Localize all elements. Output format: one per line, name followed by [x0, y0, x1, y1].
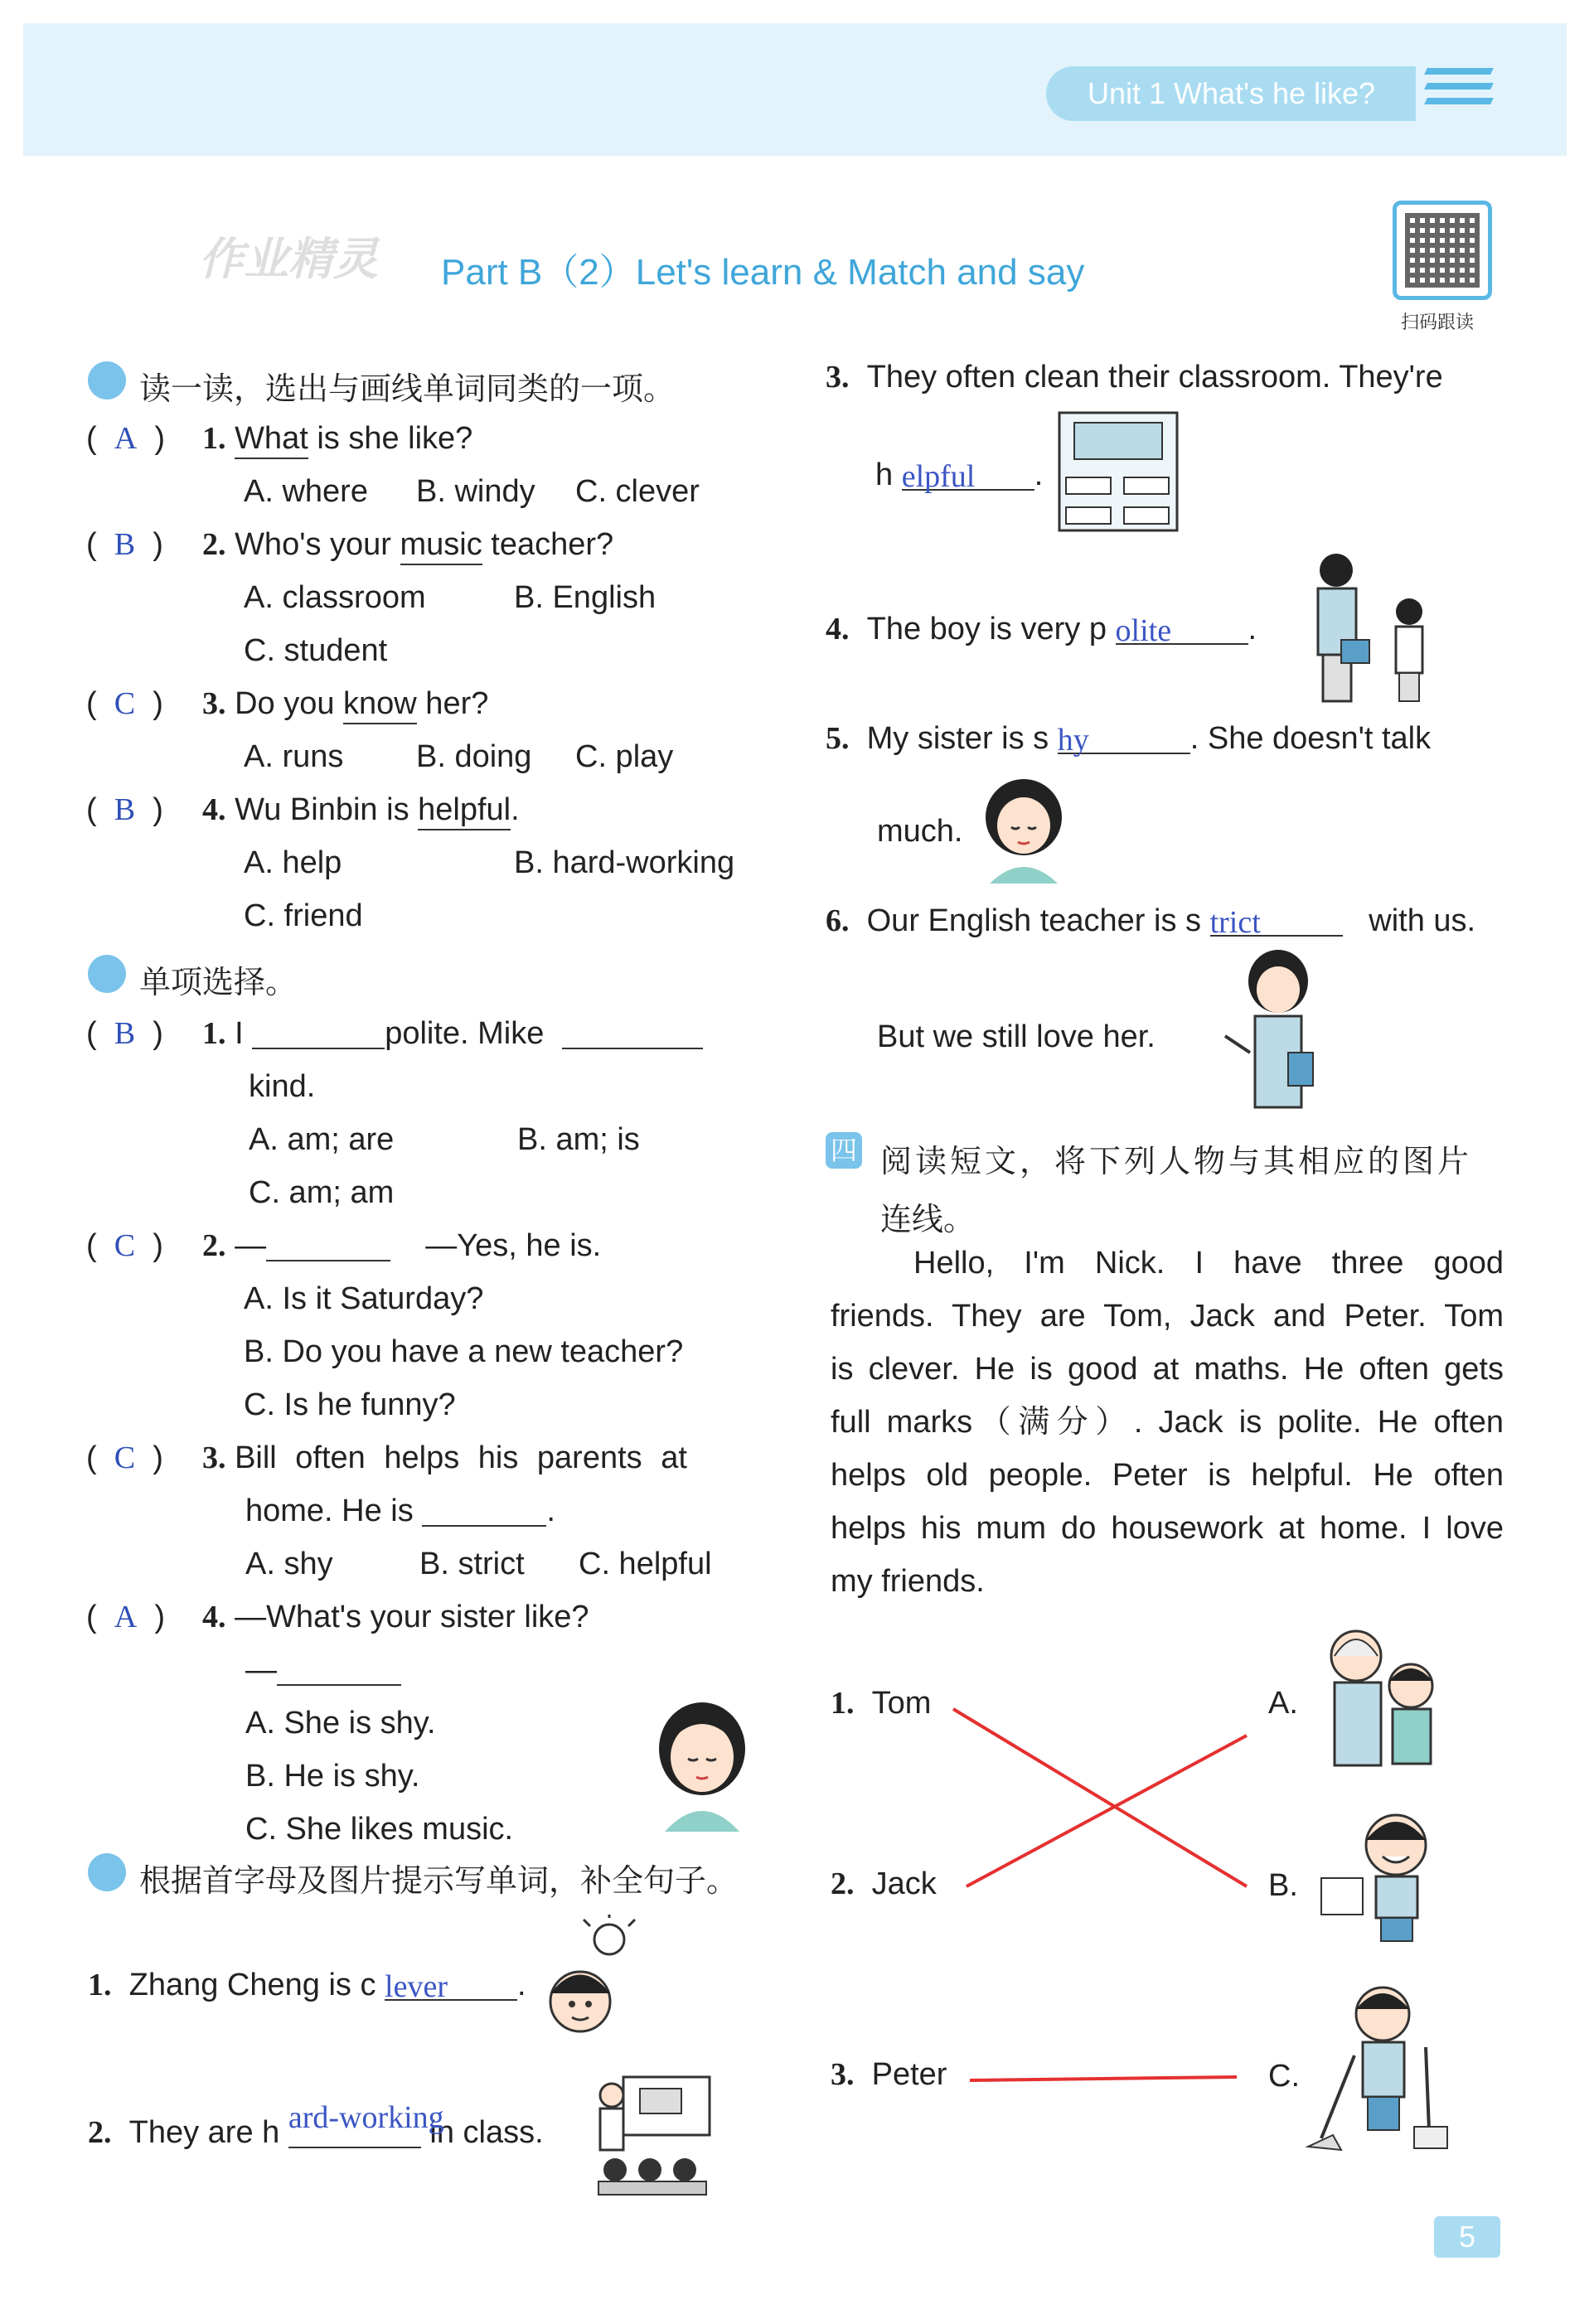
section4-title-2: 连线。 — [880, 1203, 976, 1237]
passage-line: friends. They are Tom, Jack and Peter. Tom — [831, 1299, 1504, 1334]
handwritten-answer: trict — [1209, 905, 1261, 940]
handwritten-answer: ard-working — [288, 2100, 444, 2135]
question-2-4-line2: — — [245, 1654, 401, 1686]
option: B. windy — [416, 474, 535, 509]
fill-6: 6. Our English teacher is s trict with us. — [826, 903, 1476, 940]
answer: C — [114, 1440, 136, 1475]
match-picture-label-a: A. — [1268, 1686, 1298, 1721]
answer-paren: ( A ) — [86, 421, 166, 456]
question-2-3-line2: home. He is . — [245, 1494, 555, 1528]
question-1-4: 4. Wu Binbin is helpful. — [202, 794, 520, 826]
handwritten-answer: elpful — [901, 459, 976, 494]
question-2-4: 4. —What's your sister like? — [202, 1600, 589, 1634]
section4-badge: 四 — [826, 1132, 862, 1169]
answer-paren: ( C ) — [86, 1228, 163, 1263]
option: B. hard-working — [514, 845, 735, 880]
section1-badge-icon — [88, 361, 126, 399]
option: C. play — [575, 739, 674, 774]
option: B. am; is — [517, 1122, 640, 1157]
match-person-tom: 1. Tom — [831, 1686, 932, 1721]
option: B. English — [514, 580, 656, 615]
option: C. am; am — [249, 1175, 395, 1210]
answer-paren: ( A ) — [86, 1600, 166, 1634]
qr-code-icon[interactable] — [1393, 201, 1492, 300]
answer-paren: ( B ) — [86, 792, 163, 827]
passage-line: my friends. — [831, 1564, 985, 1599]
match-person-jack: 2. Jack — [831, 1866, 937, 1901]
answer-paren: ( C ) — [86, 1440, 163, 1475]
match-picture-label-c: C. — [1268, 2059, 1300, 2094]
option: C. student — [244, 633, 388, 668]
fill-5-line2: much. — [877, 814, 963, 849]
fill-1: 1. Zhang Cheng is c lever . — [88, 1968, 526, 2004]
passage-line: is clever. He is good at maths. He often gets — [831, 1352, 1504, 1387]
shy-sister-picture — [978, 776, 1069, 884]
fill-5: 5. My sister is s hy . She doesn't talk — [826, 721, 1432, 758]
passage-line: helps his mum do housework at home. I love — [831, 1511, 1504, 1546]
fill-4: 4. The boy is very p olite . — [826, 612, 1257, 648]
classroom-picture — [590, 2072, 713, 2196]
answer: C — [114, 686, 136, 721]
menu-stripes-icon — [1426, 68, 1492, 119]
question-1-2: 2. Who's your music teacher? — [202, 529, 613, 560]
option: B. strict — [419, 1547, 525, 1581]
section3-title: 根据首字母及图片提示写单词，补全句子。 — [139, 1864, 739, 1899]
section2-badge-icon — [88, 955, 126, 993]
match-line-peter-c[interactable] — [970, 2077, 1237, 2080]
cleaning-classroom-picture — [1058, 411, 1179, 532]
option: B. doing — [416, 739, 532, 774]
option: A. Is it Saturday? — [244, 1281, 484, 1316]
handwritten-answer: olite — [1115, 613, 1172, 648]
option: C. Is he funny? — [244, 1387, 456, 1422]
sweeping-boy-picture — [1305, 1981, 1454, 2155]
passage-line: helps old people. Peter is helpful. He often — [831, 1458, 1504, 1493]
option: A. where — [244, 474, 368, 509]
option: C. clever — [575, 474, 700, 509]
question-2-2: 2. — —Yes, he is. — [202, 1228, 602, 1263]
option: A. classroom — [244, 580, 426, 615]
answer-paren: ( B ) — [86, 1016, 163, 1051]
answer: B — [114, 1016, 136, 1051]
answer: B — [114, 527, 136, 562]
option: C. friend — [244, 898, 363, 933]
answer: B — [114, 792, 136, 827]
shy-girl-picture — [648, 1691, 756, 1832]
unit-label: Unit 1 What's he like? — [1088, 76, 1376, 110]
strict-teacher-picture — [1217, 945, 1333, 1119]
option: A. shy — [245, 1547, 333, 1581]
match-lines — [945, 1691, 1260, 2105]
fill-3: 3. They often clean their classroom. They're — [826, 360, 1443, 395]
answer: C — [114, 1228, 136, 1263]
handwritten-answer: hy — [1057, 723, 1089, 758]
answer-paren: ( B ) — [86, 527, 163, 562]
page-number: 5 — [1434, 2216, 1500, 2258]
option: C. She likes music. — [245, 1812, 514, 1847]
match-person-peter: 3. Peter — [831, 2057, 947, 2092]
answer: A — [114, 421, 138, 456]
reading-passage — [831, 1237, 1504, 1608]
fill-3-line2: h elpful . — [875, 458, 1044, 494]
clever-boy-picture — [1313, 1804, 1454, 1944]
match-line-jack-a[interactable] — [967, 1736, 1247, 1886]
match-line-tom-b[interactable] — [953, 1709, 1247, 1886]
passage-line: full marks（满分）. Jack is polite. He often — [831, 1405, 1504, 1440]
option: A. am; are — [249, 1122, 395, 1157]
watermark — [199, 224, 378, 288]
thinking-boy-picture — [539, 1915, 647, 2047]
answer: A — [114, 1600, 138, 1634]
polite-boy-picture — [1293, 549, 1442, 706]
passage-line: Hello, I'm Nick. I have three good — [913, 1246, 1504, 1281]
question-2-1-line2: kind. — [249, 1069, 316, 1104]
question-1-3: 3. Do you know her? — [202, 688, 488, 719]
fill-6-line2: But we still love her. — [877, 1019, 1156, 1054]
option: A. runs — [244, 739, 344, 774]
question-2-1: 1. I polite. Mike — [202, 1018, 703, 1049]
handwritten-answer: lever — [385, 1969, 448, 2004]
option: C. helpful — [579, 1547, 712, 1581]
watermark-text: 作业精灵 — [199, 235, 378, 284]
fill-2: 2. They are h ard-working in class. — [88, 2100, 544, 2150]
section4-title: 阅读短文，将下列人物与其相应的图片 — [880, 1145, 1473, 1179]
option: B. He is shy. — [245, 1759, 420, 1794]
answer-paren: ( C ) — [86, 686, 163, 721]
helping-old-man-picture — [1313, 1623, 1454, 1780]
question-1-1: 1. What is she like? — [202, 423, 472, 454]
part-title: Part B（2）Let's learn & Match and say — [441, 252, 1085, 293]
match-picture-label-b: B. — [1268, 1868, 1298, 1903]
unit-tab — [1046, 66, 1416, 121]
section2-title: 单项选择。 — [139, 966, 298, 1000]
option: A. help — [244, 845, 342, 880]
option: A. She is shy. — [245, 1706, 436, 1741]
section3-badge-icon — [88, 1853, 126, 1891]
section1-title: 读一读，选出与画线单词同类的一项。 — [139, 372, 676, 407]
question-2-3: 3. Bill often helps his parents at — [202, 1440, 687, 1475]
qr-label: 扫码跟读 — [1401, 312, 1475, 332]
option: B. Do you have a new teacher? — [244, 1334, 684, 1369]
